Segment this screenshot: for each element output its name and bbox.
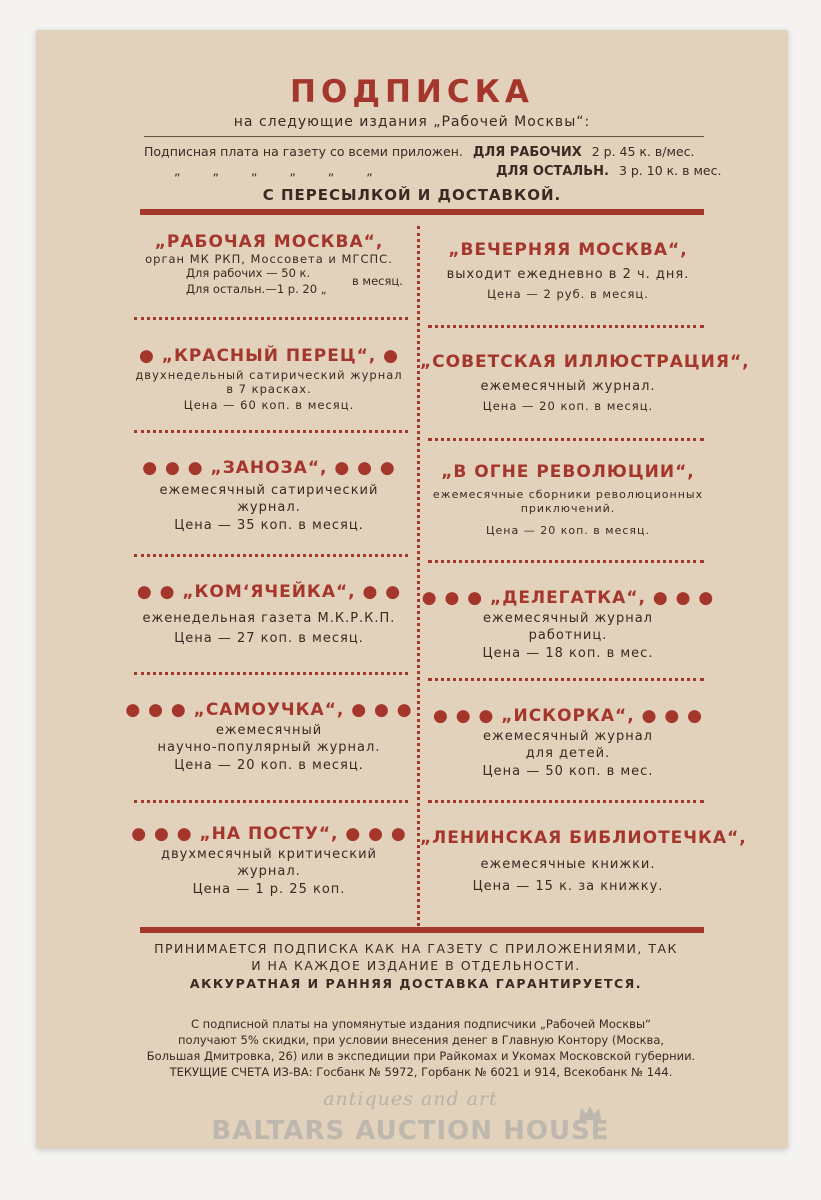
publication-vechernyaya-moskva [420,240,716,301]
watermark-brand: BALTARS AUCTION HOUSE [211,1116,610,1146]
publication-description: приключений. [520,502,616,515]
publication-sovetskaya-illyustratsiya [420,352,750,413]
page-subtitle: на следующие издания „Рабочей Москвы“: [233,114,591,130]
publication-description: в 7 красках. [226,382,312,396]
publication-title: ● ● ● „ЗАНОЗА“, ● ● ● [142,458,396,478]
publication-krasny-perets [124,346,414,412]
price-row-others [144,163,722,179]
row-divider [428,560,704,563]
publication-v-ogne-revolyutsii [420,462,716,538]
publication-title: „ВЕЧЕРНЯЯ МОСКВА“, [448,240,688,260]
publication-price: Цена — 1 р. 25 коп. [192,882,346,897]
publication-title: ● ● ● „САМОУЧКА“, ● ● ● [125,700,413,720]
publication-description: ежемесячный [215,723,323,738]
publication-description: двухнедельный сатирический журнал [135,368,403,382]
divider-line [144,136,704,137]
publication-title: ● ● ● „ИСКОРКА“, ● ● ● [433,706,703,726]
publication-description: ежемесячный журнал [483,611,653,626]
publication-samouchka [124,700,414,773]
publication-delegatka [420,588,716,661]
publication-title: ● ● „КОМ‘ЯЧЕЙКА“, ● ● [136,582,402,602]
row-divider [428,800,704,803]
discount-line: С подписной платы на упомянутые издания подписчики „Рабочей Москвы“ [191,1017,651,1031]
publication-title: „РАБОЧАЯ МОСКВА“, [154,232,384,252]
bank-accounts: ТЕКУЩИЕ СЧЕТА ИЗ-ВА: Госбанк № 5972, Горбанк № 6021 и 914, Всекобанк № 144. [169,1065,673,1079]
row-divider [134,800,408,803]
row-divider [428,438,704,441]
publication-description: ежемесячный сатирический [159,483,379,498]
publication-price: Цена — 20 коп. в месяц. [174,758,364,773]
subscription-line: ПРИНИМАЕТСЯ ПОДПИСКА КАК НА ГАЗЕТУ С ПРИЛОЖЕНИЯМИ, ТАК [154,941,678,956]
publication-price: Цена — 50 коп. в мес. [482,764,654,779]
publication-price: Цена — 20 коп. в месяц. [482,399,654,413]
publication-price: Цена — 27 коп. в месяц. [174,631,364,646]
row-divider [134,430,408,433]
publication-leninskaya-bibliotechka [420,828,747,894]
price-line-ditto: „ „ „ „ „ „ [174,163,387,178]
row-divider [134,317,408,320]
subscription-line: И НА КАЖДОЕ ИЗДАНИЕ В ОТДЕЛЬНОСТИ. [251,958,581,973]
document-page [36,30,788,1148]
price-row-workers [144,144,704,160]
publication-title: „ЛЕНИНСКАЯ БИБЛИОТЕЧКА“, [420,828,747,848]
publication-title: ● ● ● „НА ПОСТУ“, ● ● ● [131,824,407,844]
publication-description: ежемесячный журнал. [480,379,656,394]
publication-description: журнал. [237,864,301,879]
publication-title: „СОВЕТСКАЯ ИЛЛЮСТРАЦИЯ“, [420,352,750,372]
row-divider [134,672,408,675]
publication-na-postu [124,824,414,897]
publication-description: работниц. [528,628,608,643]
publication-title: ● „КРАСНЫЙ ПЕРЕЦ“, ● [139,346,399,366]
row-divider [428,325,704,328]
subscription-note [96,940,736,992]
price-group-label: ДЛЯ ОСТАЛЬН. [495,164,609,179]
publication-description: журнал. [237,500,301,515]
price-others: Для остальн.—1 р. 20 „ [186,282,327,296]
publication-komyacheyka [124,582,414,646]
publication-price: Цена — 20 коп. в месяц. [486,524,650,537]
publication-description: еженедельная газета М.К.Р.К.П. [142,611,396,626]
price-value: 3 р. 10 к. в мес. [618,163,722,178]
publication-price: Цена — 18 коп. в мес. [482,646,654,661]
publication-iskorka [420,706,716,779]
publication-rabochaya-moskva [124,232,414,300]
red-divider-bar [140,927,704,933]
page-title: ПОДПИСКА [290,74,534,110]
row-divider [134,554,408,557]
price-value: 2 р. 45 к. в/мес. [591,144,695,159]
publication-price: Цена — 2 руб. в месяц. [487,287,649,301]
publication-description: орган МК РКП, Моссовета и МГСПС. [145,252,393,266]
publication-description: научно-популярный журнал. [157,740,381,755]
publication-title: „В ОГНЕ РЕВОЛЮЦИИ“, [441,462,695,482]
publication-description: для детей. [525,746,611,761]
price-workers: Для рабочих — 50 к. [186,266,311,280]
discount-line: получают 5% скидки, при условии внесения денег в Главную Контору (Москва, [177,1033,665,1047]
discount-note [106,1016,736,1080]
publication-price: Цена — 15 к. за книжку. [472,879,664,894]
publication-price: Цена — 60 коп. в месяц. [183,398,355,412]
publication-zanoza [124,458,414,533]
delivery-note: С ПЕРЕСЫЛКОЙ И ДОСТАВКОЙ. [262,186,562,204]
price-period: в месяц. [352,274,403,288]
price-line-text: Подписная плата на газету со всеми приложен. [144,144,463,159]
publication-description: ежемесячные книжки. [480,857,656,872]
price-group-label: ДЛЯ РАБОЧИХ [472,145,582,160]
publication-description: выходит ежедневно в 2 ч. дня. [446,267,690,282]
delivery-guarantee: АККУРАТНАЯ И РАННЯЯ ДОСТАВКА ГАРАНТИРУЕТСЯ. [189,976,643,991]
publication-description: двухмесячный критический [161,847,377,862]
publication-description: ежемесячный журнал [483,729,653,744]
publication-price: Цена — 35 коп. в месяц. [174,518,364,533]
publication-description: ежемесячные сборники революционных [432,488,704,501]
watermark-tagline: antiques and art [323,1088,498,1110]
column-divider [417,226,420,926]
publication-title: ● ● ● „ДЕЛЕГАТКА“, ● ● ● [421,588,715,608]
row-divider [428,678,704,681]
discount-line: Большая Дмитровка, 26) или в экспедиции при Райкомах и Укомах Московской губернии. [146,1049,696,1063]
red-divider-bar [140,209,704,215]
